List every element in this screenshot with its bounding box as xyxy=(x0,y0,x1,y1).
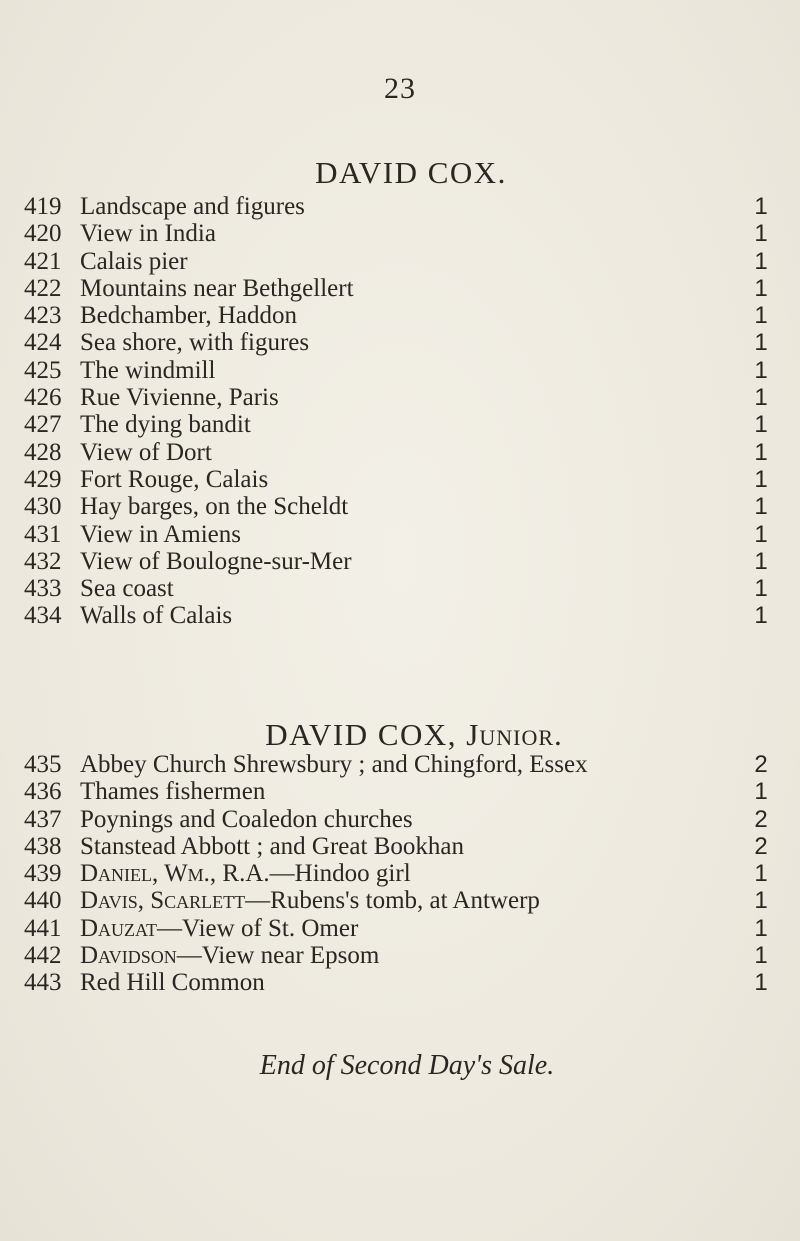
lot-title xyxy=(80,887,540,914)
lot-433 xyxy=(0,575,800,602)
lot-quantity: 1 xyxy=(754,575,768,603)
lot-number: 437 xyxy=(24,805,62,833)
section-title-suffix: Junior. xyxy=(466,717,563,752)
lot-number: 419 xyxy=(24,193,62,220)
lot-429 xyxy=(0,466,800,493)
lot-quantity: 1 xyxy=(754,220,768,248)
lot-title: Calais pier xyxy=(80,247,188,275)
lot-title xyxy=(80,942,379,969)
lot-number: 425 xyxy=(24,356,62,384)
lot-quantity: 1 xyxy=(754,914,768,942)
lot-title: Fort Rouge, Calais xyxy=(80,465,269,493)
lot-number: 438 xyxy=(24,832,62,860)
lot-number: 433 xyxy=(24,575,62,603)
lot-title: View of Boulogne-sur-Mer xyxy=(80,547,352,575)
lot-423 xyxy=(0,302,800,329)
lot-quantity: 1 xyxy=(754,942,768,970)
lot-quantity: 1 xyxy=(754,969,768,997)
lot-title: Hay barges, on the Scheldt xyxy=(80,493,349,521)
lot-419 xyxy=(0,193,800,220)
lot-number: 420 xyxy=(24,220,62,248)
lot-432 xyxy=(0,548,800,575)
lot-number: 432 xyxy=(24,547,62,575)
lot-number: 430 xyxy=(24,493,62,521)
lot-title: The dying bandit xyxy=(80,411,251,439)
lot-434 xyxy=(0,602,800,629)
lot-quantity: 1 xyxy=(754,329,768,357)
lot-title: View in India xyxy=(80,220,216,248)
lot-441 xyxy=(0,915,800,942)
lot-number: 435 xyxy=(24,751,62,778)
lot-artist: Davidson xyxy=(80,942,177,970)
lot-431 xyxy=(0,521,800,548)
lot-quantity: 1 xyxy=(754,493,768,521)
lot-title: Red Hill Common xyxy=(80,969,265,997)
lot-title: View in Amiens xyxy=(80,520,241,548)
lot-443 xyxy=(0,969,800,996)
lot-number: 428 xyxy=(24,438,62,466)
lot-number: 431 xyxy=(24,520,62,548)
lot-number: 440 xyxy=(24,887,62,915)
lot-quantity: 1 xyxy=(754,274,768,302)
lot-title: View of Dort xyxy=(80,438,212,466)
lot-number: 421 xyxy=(24,247,62,275)
section-title-main: DAVID COX, xyxy=(265,717,458,752)
lot-list-david-cox-junior xyxy=(0,751,800,997)
lot-424 xyxy=(0,329,800,356)
lot-428 xyxy=(0,439,800,466)
lot-title: The windmill xyxy=(80,356,216,384)
lot-quantity: 1 xyxy=(754,887,768,915)
lot-number: 424 xyxy=(24,329,62,357)
lot-title: Rue Vivienne, Paris xyxy=(80,384,279,412)
lot-quantity: 1 xyxy=(754,411,768,439)
lot-437 xyxy=(0,806,800,833)
lot-number: 439 xyxy=(24,860,62,888)
lot-artist: Daniel, Wm., R.A. xyxy=(80,860,270,888)
lot-quantity: 1 xyxy=(754,247,768,275)
lot-artist: Dauzat xyxy=(80,914,158,942)
lot-title: Mountains near Bethgellert xyxy=(80,274,354,302)
lot-title: Stanstead Abbott ; and Great Bookhan xyxy=(80,832,464,860)
lot-number: 436 xyxy=(24,778,62,806)
lot-number: 423 xyxy=(24,302,62,330)
lot-number: 426 xyxy=(24,384,62,412)
lot-quantity: 2 xyxy=(754,751,768,778)
lot-quantity: 1 xyxy=(754,860,768,888)
lot-quantity: 1 xyxy=(754,302,768,330)
section-title-david-cox-junior xyxy=(0,717,800,753)
lot-quantity: 1 xyxy=(754,602,768,630)
lot-442 xyxy=(0,942,800,969)
lot-subject: —Rubens's tomb, at Antwerp xyxy=(245,887,540,915)
lot-quantity: 1 xyxy=(754,384,768,412)
lot-439 xyxy=(0,860,800,887)
lot-quantity: 2 xyxy=(754,805,768,833)
lot-425 xyxy=(0,357,800,384)
lot-438 xyxy=(0,833,800,860)
lot-422 xyxy=(0,275,800,302)
lot-artist: Davis, Scarlett xyxy=(80,887,246,915)
lot-421 xyxy=(0,248,800,275)
lot-number: 422 xyxy=(24,274,62,302)
lot-title xyxy=(80,915,358,942)
lot-number: 443 xyxy=(24,969,62,997)
lot-subject: —View near Epsom xyxy=(176,942,380,970)
lot-quantity: 1 xyxy=(754,193,768,220)
lot-430 xyxy=(0,493,800,520)
lot-title: Poynings and Coaledon churches xyxy=(80,805,413,833)
lot-quantity: 1 xyxy=(754,778,768,806)
lot-426 xyxy=(0,384,800,411)
lot-subject: —Hindoo girl xyxy=(269,860,411,888)
lot-number: 441 xyxy=(24,914,62,942)
lot-list-david-cox xyxy=(0,193,800,630)
lot-427 xyxy=(0,411,800,438)
page-number: 23 xyxy=(384,72,416,105)
lot-number: 427 xyxy=(24,411,62,439)
lot-number: 434 xyxy=(24,602,62,630)
lot-quantity: 1 xyxy=(754,465,768,493)
lot-420 xyxy=(0,220,800,247)
lot-436 xyxy=(0,778,800,805)
lot-quantity: 1 xyxy=(754,438,768,466)
lot-title: Abbey Church Shrewsbury ; and Chingford, Essex xyxy=(80,751,588,778)
lot-title xyxy=(80,860,411,887)
lot-number: 429 xyxy=(24,465,62,493)
lot-number: 442 xyxy=(24,942,62,970)
lot-title: Sea coast xyxy=(80,575,174,603)
lot-title: Walls of Calais xyxy=(80,602,233,630)
lot-quantity: 1 xyxy=(754,520,768,548)
lot-subject: —View of St. Omer xyxy=(157,914,359,942)
lot-title: Thames fishermen xyxy=(80,778,266,806)
lot-quantity: 2 xyxy=(754,832,768,860)
end-of-sale-note: End of Second Day's Sale. xyxy=(259,1050,555,1081)
section-title-david-cox: DAVID COX. xyxy=(315,155,507,190)
lot-title: Landscape and figures xyxy=(80,193,305,220)
lot-quantity: 1 xyxy=(754,547,768,575)
lot-title: Sea shore, with figures xyxy=(80,329,310,357)
lot-435 xyxy=(0,751,800,778)
lot-quantity: 1 xyxy=(754,356,768,384)
lot-440 xyxy=(0,887,800,914)
lot-title: Bedchamber, Haddon xyxy=(80,302,297,330)
